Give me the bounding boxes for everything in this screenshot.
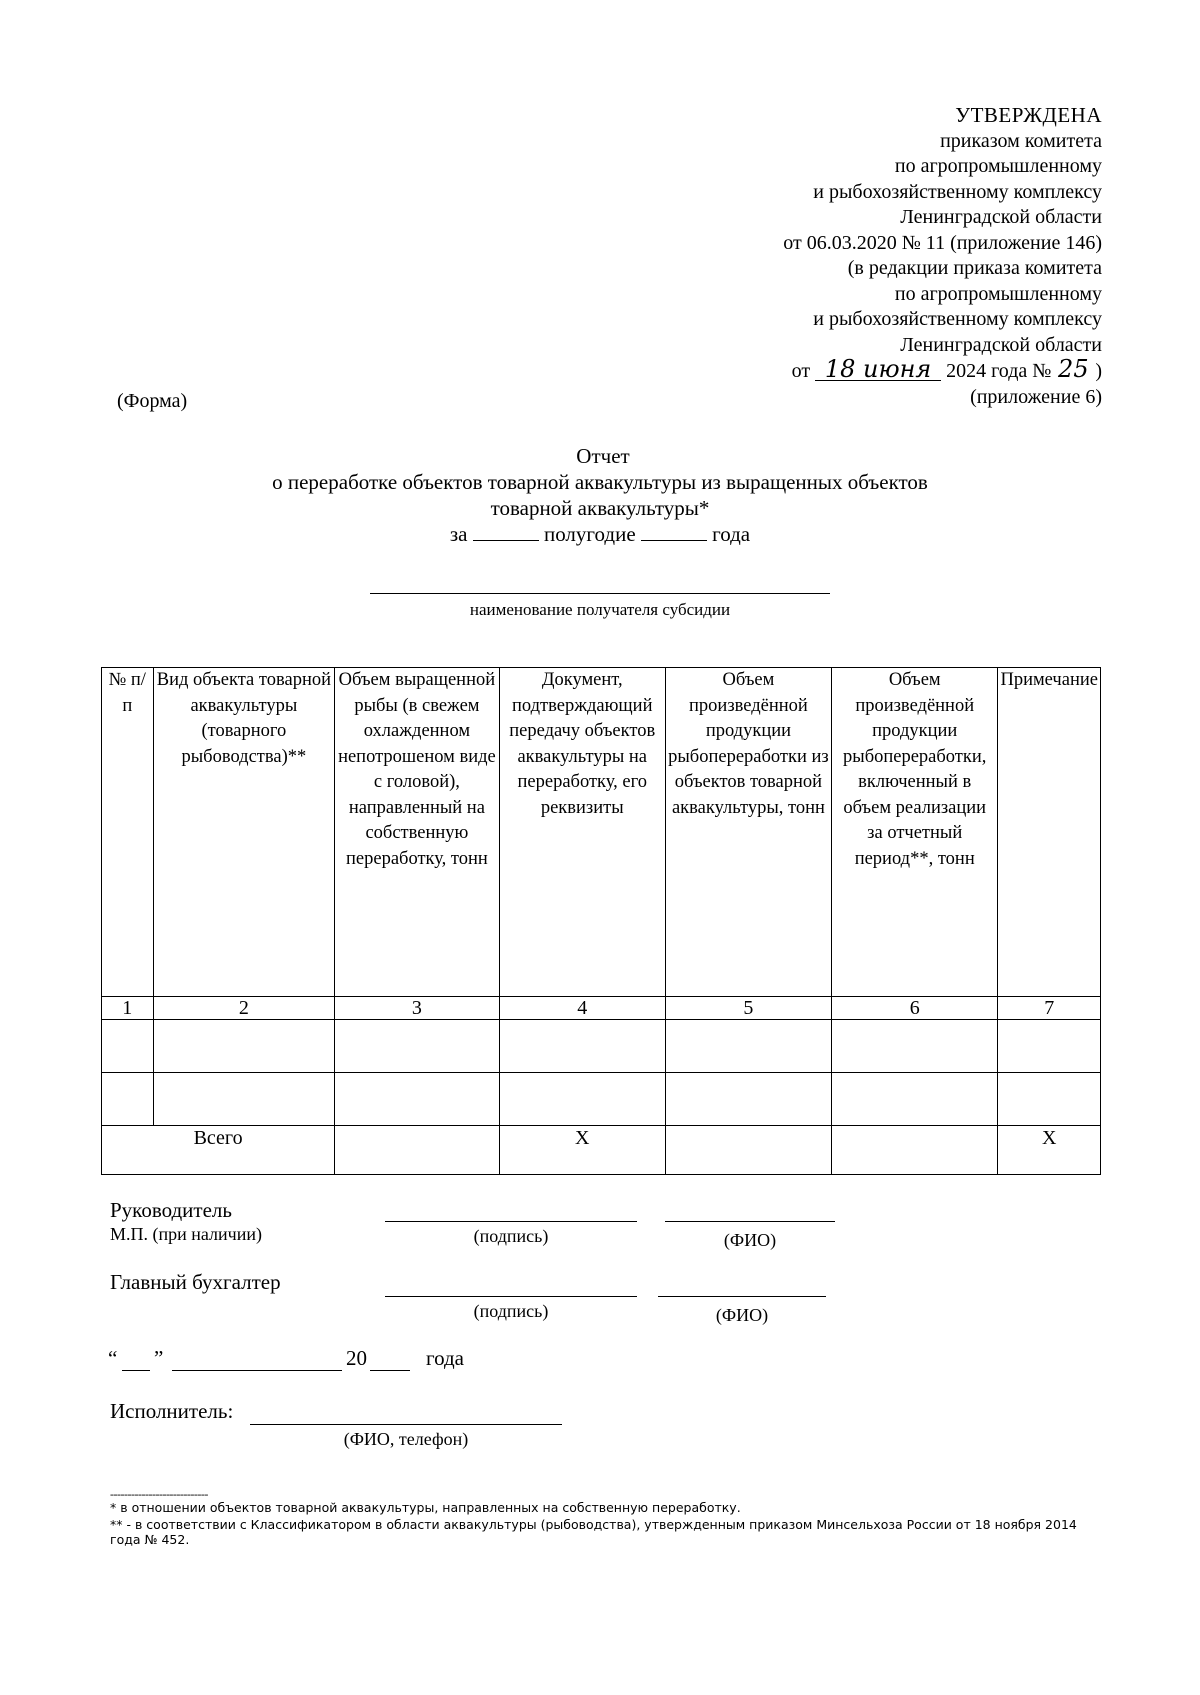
- approval-heading: УТВЕРЖДЕНА: [955, 103, 1102, 127]
- title-line: о переработке объектов товарной аквакультуры из выращенных объектов: [272, 470, 928, 494]
- approval-line: и рыбохозяйственному комплексу: [813, 180, 1102, 203]
- table-header-cell: Объем произведённой продукции рыбопереработки, включенный в объем реализации за отчетный период**, тонн: [831, 668, 997, 997]
- footnote-1: * в отношении объектов товарной аквакультуры, направленных на собственную переработку.: [110, 1500, 741, 1515]
- total-cell[interactable]: [831, 1126, 997, 1175]
- total-cell[interactable]: [335, 1126, 499, 1175]
- table-header-cell: Объем произведённой продукции рыбопереработки из объектов товарной аквакультуры, тонн: [665, 668, 831, 997]
- open-quote: “: [108, 1346, 118, 1370]
- table-cell[interactable]: [665, 1020, 831, 1073]
- table-header-cell: № п/п: [102, 668, 154, 997]
- total-label: Всего: [102, 1126, 335, 1175]
- year-suffix: года: [426, 1346, 464, 1370]
- table-cell[interactable]: [665, 1073, 831, 1126]
- approval-line: приказом комитета: [940, 129, 1102, 152]
- column-number: 5: [665, 997, 831, 1020]
- approval-block: [582, 103, 1102, 410]
- column-number: 2: [153, 997, 335, 1020]
- date-mid: 2024 года №: [946, 360, 1052, 382]
- table-cell[interactable]: [153, 1020, 335, 1073]
- table-header-cell: Примечание: [998, 668, 1101, 997]
- signing-date: [108, 1346, 538, 1376]
- table-cell[interactable]: [102, 1073, 154, 1126]
- total-cell[interactable]: [665, 1126, 831, 1175]
- name-caption: (ФИО): [715, 1305, 769, 1325]
- head-signature-line[interactable]: [385, 1221, 637, 1222]
- signature-caption: (подпись): [473, 1301, 549, 1321]
- handwritten-number: 25: [1058, 355, 1089, 383]
- table-header-cell: Вид объекта товарной аквакультуры (товарного рыбоводства)**: [153, 668, 335, 997]
- executor-caption: (ФИО, телефон): [343, 1429, 469, 1449]
- table-row: [102, 1073, 1101, 1126]
- approval-line: по агропромышленному: [894, 282, 1102, 305]
- accountant-name-line[interactable]: [658, 1296, 826, 1297]
- column-number: 4: [499, 997, 665, 1020]
- report-table: [101, 667, 1101, 1175]
- table-cell[interactable]: [831, 1073, 997, 1126]
- amendment-date-line: [582, 355, 1102, 385]
- recipient-name-field[interactable]: [370, 593, 830, 594]
- title-line: товарной аквакультуры*: [490, 496, 710, 520]
- approval-line: Ленинградской области: [900, 333, 1102, 356]
- accountant-label: Главный бухгалтер: [110, 1270, 281, 1294]
- table-cell[interactable]: [153, 1073, 335, 1126]
- column-number: 3: [335, 997, 499, 1020]
- stamp-label: М.П. (при наличии): [110, 1224, 262, 1244]
- table-cell[interactable]: [499, 1073, 665, 1126]
- footnote-2: ** - в соответствии с Классификатором в области аквакультуры (рыбоводства), утвержденным приказом Минсельхоза России от 18 ноября 2014 года № 452.: [110, 1517, 1077, 1547]
- column-number: 6: [831, 997, 997, 1020]
- period-prefix: за: [449, 522, 468, 546]
- close-quote: ”: [154, 1346, 164, 1370]
- name-caption: (ФИО): [723, 1230, 777, 1250]
- year-blank[interactable]: [641, 522, 707, 541]
- table-header-cell: Документ, подтверждающий передачу объектов аквакультуры на переработку, его реквизиты: [499, 668, 665, 997]
- report-title: [0, 443, 1200, 521]
- total-cell-x: X: [998, 1126, 1101, 1175]
- day-blank[interactable]: [122, 1370, 150, 1371]
- form-label: (Форма): [117, 390, 188, 412]
- year-blank[interactable]: [370, 1370, 410, 1371]
- period-mid: полугодие: [543, 522, 636, 546]
- recipient-caption: наименование получателя субсидии: [469, 600, 731, 619]
- table-cell[interactable]: [998, 1020, 1101, 1073]
- date-suffix: ): [1095, 360, 1102, 382]
- column-number-row: [102, 997, 1101, 1020]
- column-number: 7: [998, 997, 1101, 1020]
- executor-line[interactable]: [250, 1424, 562, 1425]
- head-label: Руководитель: [110, 1198, 232, 1222]
- half-year-blank[interactable]: [473, 522, 539, 541]
- footnote-separator: ----------------------------: [110, 1487, 208, 1501]
- month-blank[interactable]: [172, 1370, 342, 1371]
- report-period: [0, 522, 1200, 547]
- approval-line: и рыбохозяйственному комплексу: [813, 308, 1102, 330]
- signature-caption: (подпись): [473, 1226, 549, 1246]
- table-header-row: [102, 668, 1101, 997]
- table-cell[interactable]: [831, 1020, 997, 1073]
- table-cell[interactable]: [335, 1020, 499, 1073]
- table-cell[interactable]: [102, 1020, 154, 1073]
- date-prefix: от: [791, 360, 811, 382]
- column-number: 1: [102, 997, 154, 1020]
- head-name-line[interactable]: [665, 1221, 835, 1222]
- executor-label: Исполнитель:: [110, 1399, 234, 1423]
- appendix-label: (приложение 6): [970, 385, 1102, 408]
- year-prefix: 20: [346, 1346, 367, 1370]
- accountant-signature-line[interactable]: [385, 1296, 637, 1297]
- total-cell-x: X: [499, 1126, 665, 1175]
- total-row: [102, 1126, 1101, 1175]
- table-cell[interactable]: [998, 1073, 1101, 1126]
- table-header-cell: Объем выращенной рыбы (в свежем охлажденном непотрошеном виде с головой), направленный на собственную переработку, тонн: [335, 668, 499, 997]
- approval-line: по агропромышленному: [894, 155, 1102, 177]
- table-cell[interactable]: [335, 1073, 499, 1126]
- approval-line: от 06.03.2020 № 11 (приложение 146): [783, 231, 1102, 254]
- title-line: Отчет: [576, 444, 630, 468]
- handwritten-date: 18 июня: [815, 358, 941, 381]
- approval-line: Ленинградской области: [900, 206, 1102, 228]
- table-row: [102, 1020, 1101, 1073]
- table-cell[interactable]: [499, 1020, 665, 1073]
- approval-line: (в редакции приказа комитета: [847, 257, 1102, 279]
- period-suffix: года: [712, 522, 751, 546]
